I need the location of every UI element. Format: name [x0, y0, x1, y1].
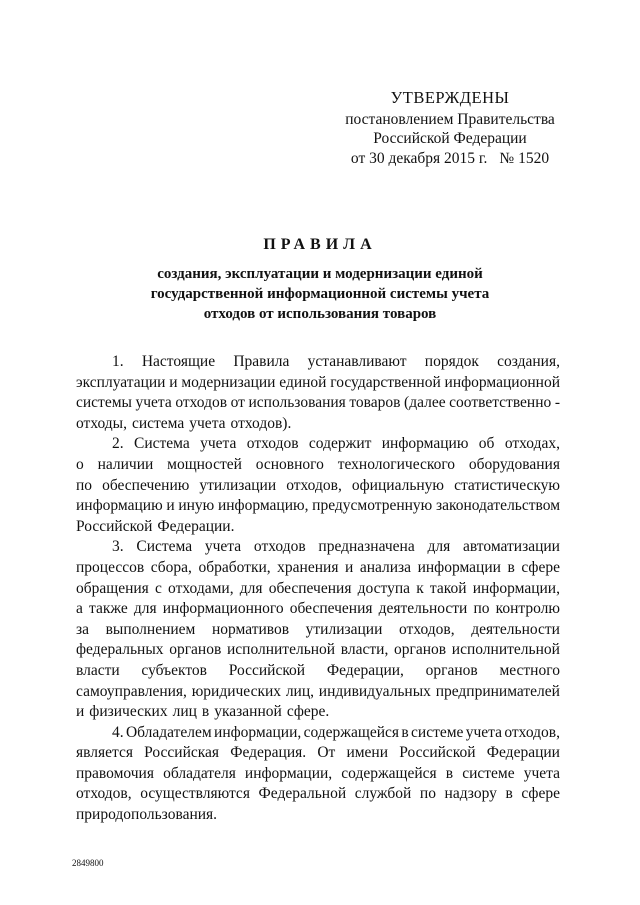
paragraph-line: федеральных органов исполнительной власти, органов исполнительной [76, 641, 560, 659]
paragraph-line: отходов, осуществляются Федеральной службой по надзору в сфере [76, 785, 560, 803]
paragraph-line: и физических лиц в указанной сфере. [76, 703, 330, 721]
paragraph-line: о наличии мощностей основного технологического оборудования [76, 455, 560, 473]
approval-line-1: постановлением Правительства [345, 110, 555, 128]
paragraph-line: 4. Обладателем информации, содержащейся в системе учета отходов, [112, 723, 560, 741]
subtitle-line: создания, эксплуатации и модернизации единой [157, 266, 483, 282]
document-code: 2849800 [72, 858, 104, 868]
paragraph-3 [76, 537, 560, 722]
paragraph-2 [76, 434, 560, 537]
approval-date-number [340, 149, 560, 169]
document-subtitle [100, 264, 540, 324]
paragraph-line: обращения с отходами, для обеспечения доступа к такой информации, [76, 579, 560, 597]
paragraph-line: отходы, система учета отходов). [76, 414, 292, 432]
approval-block [340, 88, 560, 168]
paragraph-line: а также для информационного обеспечения деятельности по контролю [76, 600, 560, 618]
document-title: ПРАВИЛА [263, 236, 377, 253]
paragraph-1 [76, 352, 560, 434]
paragraph-line: информацию и иную информацию, предусмотренную законодательством [76, 497, 560, 515]
paragraph-line: природопользования. [76, 806, 218, 824]
paragraph-line: 3. Система учета отходов предназначена для автоматизации [112, 538, 560, 556]
paragraph-line: эксплуатации и модернизации единой государственной информационной [76, 373, 560, 391]
paragraph-line: процессов сбора, обработки, хранения и анализа информации в сфере [76, 558, 560, 576]
paragraph-line: системы учета отходов от использования товаров (далее соответственно - [76, 394, 560, 412]
paragraph-line: является Российская Федерация. От имени Российской Федерации [76, 744, 560, 762]
approval-heading: УТВЕРЖДЕНЫ [390, 88, 510, 107]
subtitle-line: государственной информационной системы учета [150, 286, 490, 302]
paragraph-line: по обеспечению утилизации отходов, официальную статистическую [76, 476, 560, 494]
approval-number: № 1520 [499, 149, 550, 167]
paragraph-line: власти субъектов Российской Федерации, органов местного [76, 661, 560, 679]
paragraph-line: за выполнением нормативов утилизации отходов, деятельности [76, 620, 560, 638]
paragraph-line: правомочия обладателя информации, содержащейся в системе учета [76, 764, 560, 782]
approval-date: от 30 декабря 2015 г. [350, 149, 488, 167]
paragraph-4 [76, 723, 560, 826]
subtitle-line: отходов от использования товаров [203, 306, 437, 322]
paragraph-line: 2. Система учета отходов содержит информацию об отходах, [112, 435, 560, 453]
document-body [76, 352, 560, 826]
paragraph-line: Российской Федерации. [76, 517, 235, 535]
approval-line-2: Российской Федерации [373, 130, 527, 147]
paragraph-line: самоуправления, юридических лиц, индивидуальных предпринимателей [76, 682, 560, 700]
paragraph-line: 1. Настоящие Правила устанавливают порядок создания, [112, 353, 560, 370]
